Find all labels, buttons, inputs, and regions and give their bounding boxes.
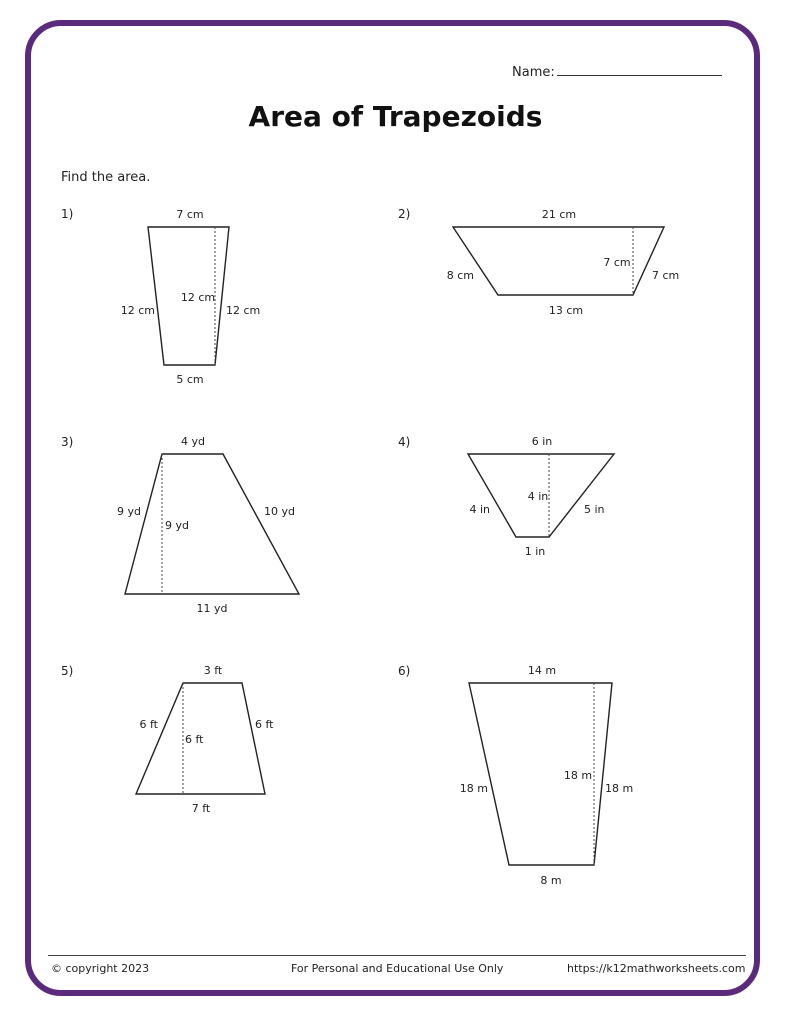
trapezoid-2-right-label: 7 cm	[652, 269, 680, 282]
trapezoid-6-left-label: 18 m	[459, 782, 488, 795]
trapezoid-4-right-label: 5 in	[584, 503, 605, 516]
trapezoid-4-height-label: 4 in	[527, 490, 549, 503]
trapezoid-3-height-label: 9 yd	[165, 519, 189, 532]
trapezoid-1-height-label: 12 cm	[180, 291, 216, 304]
footer-divider	[48, 955, 746, 956]
trapezoid-6-top-label: 14 m	[527, 664, 557, 677]
problem-number-2: 2)	[398, 207, 411, 221]
trapezoid-4-bottom-label: 1 in	[524, 545, 546, 558]
trapezoid-2-shape	[453, 227, 664, 295]
trapezoid-4-top-label: 6 in	[531, 435, 553, 448]
trapezoid-5-left-label: 6 ft	[139, 718, 158, 731]
problem-number-6: 6)	[398, 664, 411, 678]
trapezoid-6-bottom-label: 8 m	[540, 874, 562, 887]
trapezoid-2-bottom-label: 13 cm	[548, 304, 584, 317]
trapezoid-3-left-label: 9 yd	[117, 505, 141, 518]
trapezoid-2-left-label: 8 cm	[446, 269, 474, 282]
trapezoid-1-right-label: 12 cm	[226, 304, 261, 317]
trapezoid-2-top-label: 21 cm	[541, 208, 577, 221]
problem-number-1: 1)	[61, 207, 74, 221]
trapezoid-3-top-label: 4 yd	[181, 435, 205, 448]
footer-usage-note: For Personal and Educational Use Only	[291, 962, 504, 975]
trapezoid-3-right-label: 10 yd	[264, 505, 295, 518]
footer-copyright: © copyright 2023	[51, 962, 150, 975]
trapezoid-5-height-label: 6 ft	[185, 733, 204, 746]
trapezoid-3	[117, 435, 299, 615]
trapezoid-6-height-label: 18 m	[563, 769, 593, 782]
trapezoid-4-left-label: 4 in	[469, 503, 490, 516]
name-label: Name:	[512, 65, 555, 80]
trapezoid-5-right-label: 6 ft	[255, 718, 274, 731]
trapezoid-6	[460, 664, 633, 887]
worksheet-title: Area of Trapezoids	[248, 100, 543, 133]
trapezoid-1-left-label: 12 cm	[120, 304, 155, 317]
footer-website-link[interactable]: https://k12mathworksheets.com	[567, 962, 746, 975]
problem-number-5: 5)	[61, 664, 74, 678]
trapezoid-6-right-label: 18 m	[605, 782, 634, 795]
trapezoid-5	[136, 664, 274, 815]
trapezoid-3-shape	[125, 454, 299, 594]
trapezoid-5-bottom-label: 7 ft	[191, 802, 211, 815]
instructions: Find the area.	[61, 170, 151, 185]
trapezoid-1	[121, 208, 261, 386]
trapezoid-5-top-label: 3 ft	[203, 664, 223, 677]
trapezoid-1-top-label: 7 cm	[176, 208, 204, 221]
trapezoid-4	[468, 435, 614, 558]
problem-number-4: 4)	[398, 435, 411, 449]
trapezoid-2-height-label: 7 cm	[603, 256, 631, 269]
trapezoid-1-bottom-label: 5 cm	[176, 373, 204, 386]
trapezoid-3-bottom-label: 11 yd	[196, 602, 228, 615]
trapezoid-2	[447, 208, 680, 317]
problem-number-3: 3)	[61, 435, 74, 449]
